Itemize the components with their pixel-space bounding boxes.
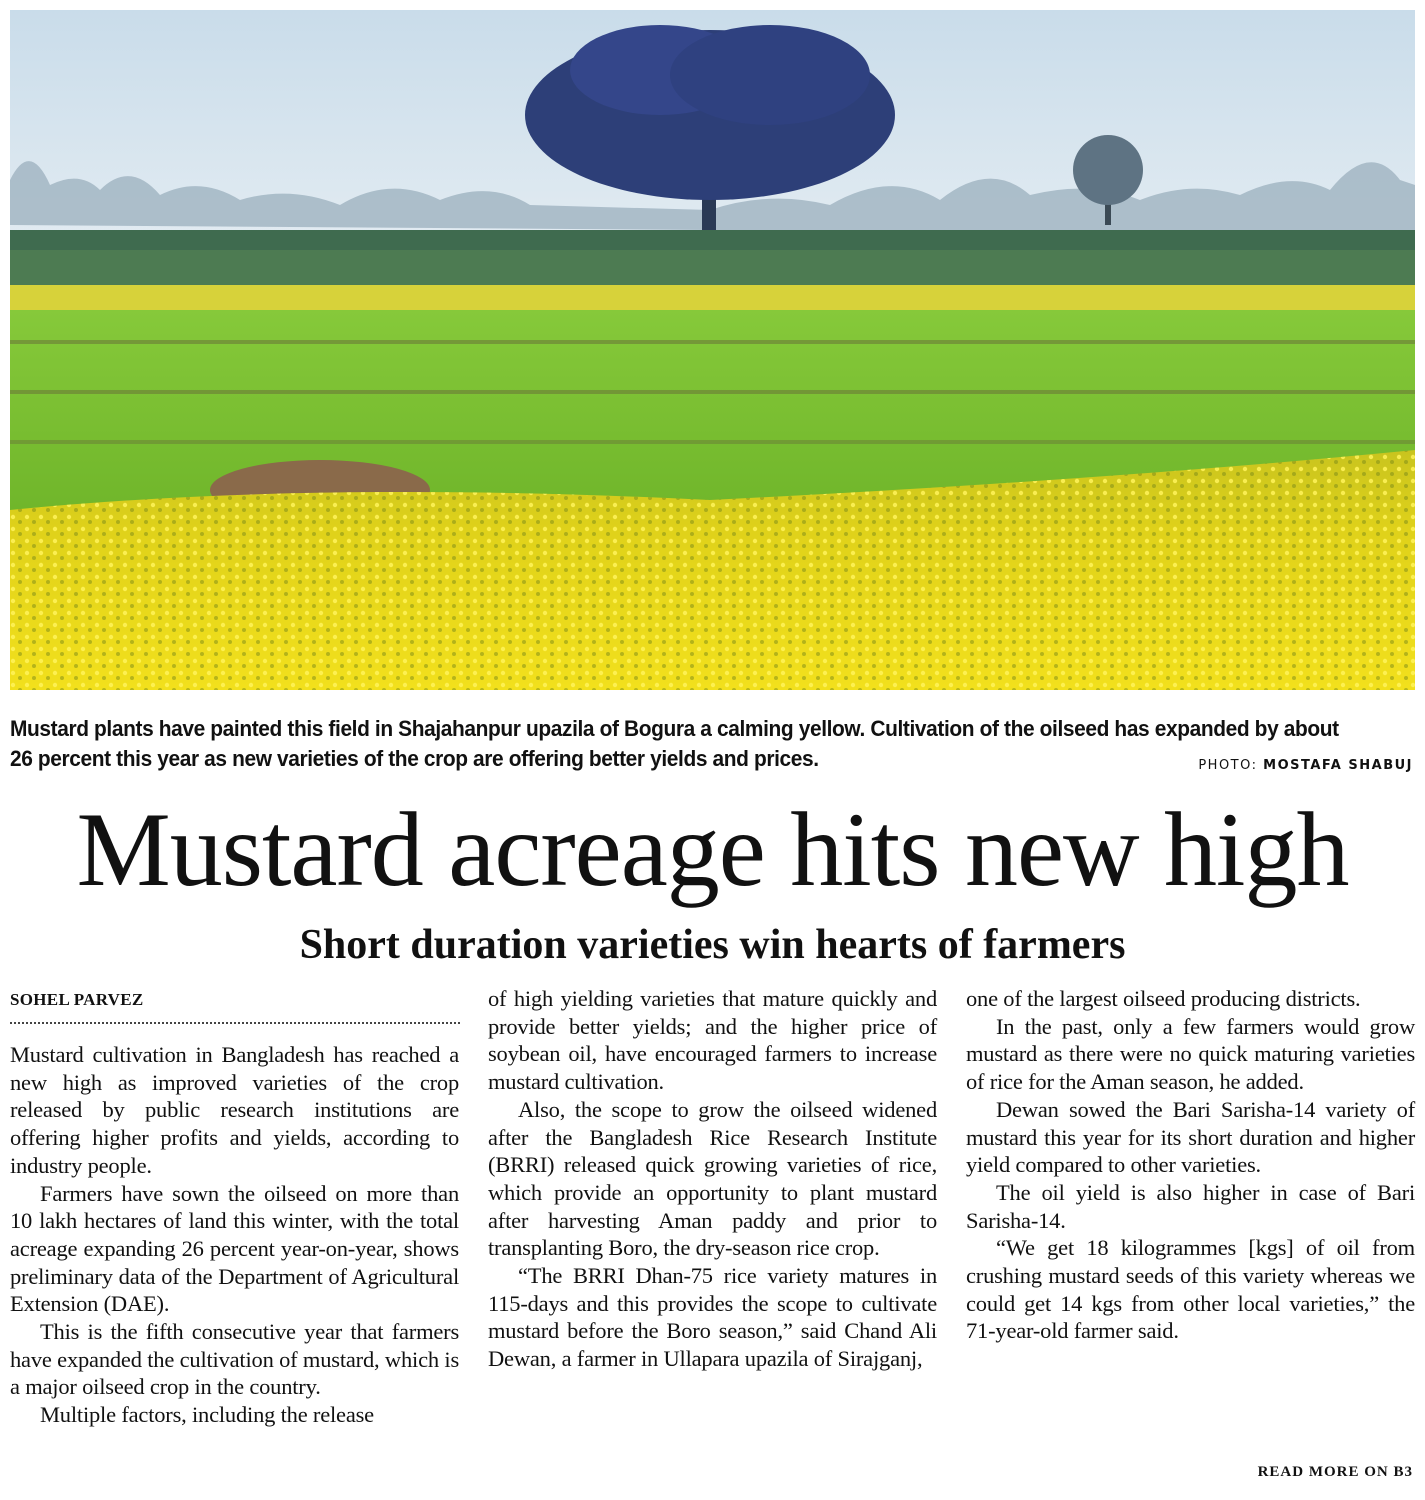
byline-divider [10,1022,460,1024]
paragraph: one of the largest oilseed producing districts. [966,986,1361,1011]
headline: Mustard acreage hits new high [76,791,1349,908]
article-photo [10,10,1415,690]
paragraph: In the past, only a few farmers would grow mustard as there were no quick maturing varieties of rice for the Aman season, he added. [966,1013,1415,1095]
photo-credit-label: PHOTO: [1198,758,1258,773]
paragraph: Also, the scope to grow the oilseed widened after the Bangladesh Rice Research Institute (BRRI) released quick growing varieties of rice, which provide an opportunity to plant mustard after harvesting Aman paddy and prior to transplanting Boro, the dry-season rice crop. [488,1096,937,1261]
paragraph: Farmers have sown the oilseed on more than 10 lakh hectares of land this winter, with the total acreage expanding 26 percent year-on-year, shows preliminary data of the Department of Agricultural Extension (DAE). [10,1180,459,1317]
article-column-3 [966,985,1415,1345]
paragraph: “The BRRI Dhan-75 rice variety matures in 115-days and this provides the scope to cultivate mustard before the Boro season,” said Chand Ali Dewan, a farmer in Ullapara upazila of Sirajganj, [488,1263,937,1372]
read-more-jump: READ MORE ON B3 [1257,1464,1413,1480]
byline: SOHEL PARVEZ [10,990,144,1009]
article-column-1 [10,1041,459,1429]
article-column-2 [488,985,937,1373]
photo-credit [1198,758,1413,773]
paragraph: Multiple factors, including the release [40,1402,374,1428]
photo-caption: Mustard plants have painted this field in Shajahanpur upazila of Bogura a calming yellow. Cultivation of the oilseed has expanded by about 26 percent this year as new varieties of the crop are offering better yields and prices. [10,716,1339,771]
paragraph: The oil yield is also higher in case of Bari Sarisha-14. [966,1179,1415,1233]
subheadline: Short duration varieties win hearts of farmers [299,922,1126,968]
paragraph: of high yielding varieties that mature quickly and provide better yields; and the higher price of soybean oil, have encouraged farmers to increase mustard cultivation. [488,986,937,1095]
paragraph: Dewan sowed the Bari Sarisha-14 variety of mustard this year for its short duration and higher yield compared to other varieties. [966,1096,1415,1178]
paragraph: Mustard cultivation in Bangladesh has reached a new high as improved varieties of the crop released by public research institutions are offering higher profits and yields, according to industry people. [10,1042,459,1178]
paragraph: This is the fifth consecutive year that farmers have expanded the cultivation of mustard, which is a major oilseed crop in the country. [10,1319,459,1400]
paragraph: “We get 18 kilogrammes [kgs] of oil from crushing mustard seeds of this variety whereas we could get 14 kgs from other local varieties,” the 71-year-old farmer said. [966,1235,1415,1344]
mustard-field-photo [10,10,1415,690]
photo-credit-name: MOSTAFA SHABUJ [1263,758,1413,773]
